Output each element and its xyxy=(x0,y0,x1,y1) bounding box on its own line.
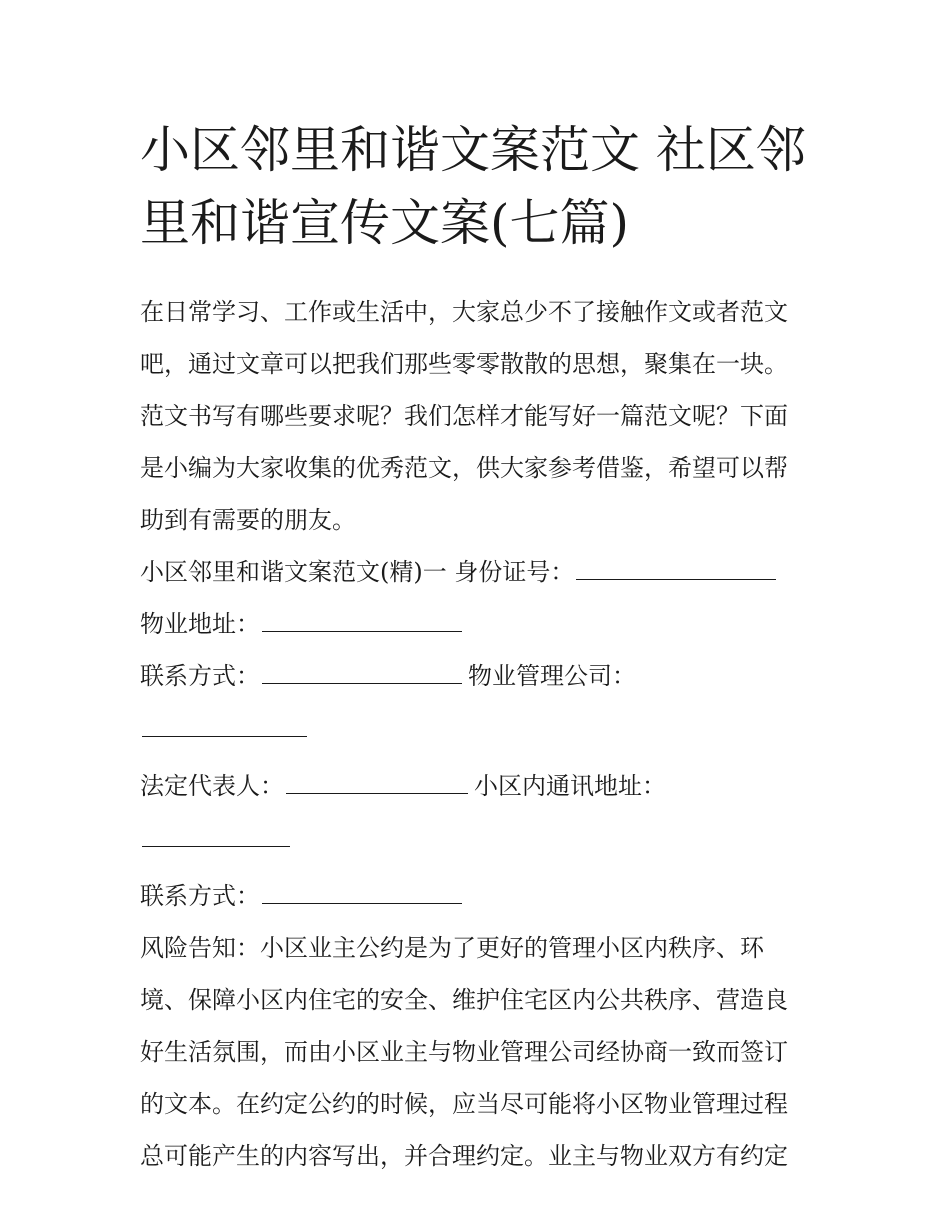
property-address-blank[interactable] xyxy=(262,611,462,632)
legal-rep-field-line xyxy=(140,760,820,812)
paragraph-line: 吧，通过文章可以把我们那些零零散散的思想，聚集在一块。 xyxy=(140,350,788,378)
id-number-blank[interactable] xyxy=(576,559,776,580)
paragraph-line: 范文书写有哪些要求呢？我们怎样才能写好一篇范文呢？下面 xyxy=(140,402,788,430)
contact-blank[interactable] xyxy=(262,883,462,904)
contact-2-field-line xyxy=(140,870,820,922)
contact-blank[interactable] xyxy=(262,663,462,684)
paragraph-line: 在日常学习、工作或生活中，大家总少不了接触作文或者范文 xyxy=(140,298,788,326)
risk-notice-paragraph xyxy=(140,922,820,1182)
title-line: 小区邻里和谐文案范文 社区邻 xyxy=(140,121,806,179)
form-fields xyxy=(140,546,820,922)
property-address-field-line xyxy=(140,598,820,650)
intro-paragraph xyxy=(140,286,820,546)
paragraph-line: 的文本。在约定公约的时候，应当尽可能将小区物业管理过程 xyxy=(140,1090,788,1118)
paragraph-line: 是小编为大家收集的优秀范文，供大家参考借鉴，希望可以帮 xyxy=(140,454,788,482)
contact-label: 联系方式： xyxy=(140,882,260,910)
property-address-label: 物业地址： xyxy=(140,610,260,638)
mailing-address-blank-line xyxy=(140,812,820,864)
contact-company-field-line xyxy=(140,650,820,702)
paragraph-line: 境、保障小区内住宅的安全、维护住宅区内公共秩序、营造良 xyxy=(140,986,788,1014)
property-company-label: 物业管理公司： xyxy=(468,662,636,690)
property-company-blank-line xyxy=(140,702,820,754)
property-company-blank[interactable] xyxy=(142,716,307,737)
legal-rep-label: 法定代表人： xyxy=(140,772,284,800)
title-line: 里和谐宣传文案(七篇) xyxy=(140,194,630,252)
mailing-address-blank[interactable] xyxy=(142,826,290,847)
document-page xyxy=(140,114,820,1182)
contact-label: 联系方式： xyxy=(140,662,260,690)
paragraph-line: 好生活氛围，而由小区业主与物业管理公司经协商一致而签订 xyxy=(140,1038,788,1066)
legal-rep-blank[interactable] xyxy=(286,773,468,794)
id-number-field-line xyxy=(140,546,820,598)
paragraph-line: 助到有需要的朋友。 xyxy=(140,506,356,534)
paragraph-line: 总可能产生的内容写出，并合理约定。业主与物业双方有约定 xyxy=(140,1142,788,1170)
section-heading-label: 小区邻里和谐文案范文(精)一 身份证号： xyxy=(140,558,575,586)
mailing-address-label: 小区内通讯地址： xyxy=(474,772,666,800)
paragraph-line: 风险告知：小区业主公约是为了更好的管理小区内秩序、环 xyxy=(140,934,764,962)
document-title xyxy=(140,114,820,262)
